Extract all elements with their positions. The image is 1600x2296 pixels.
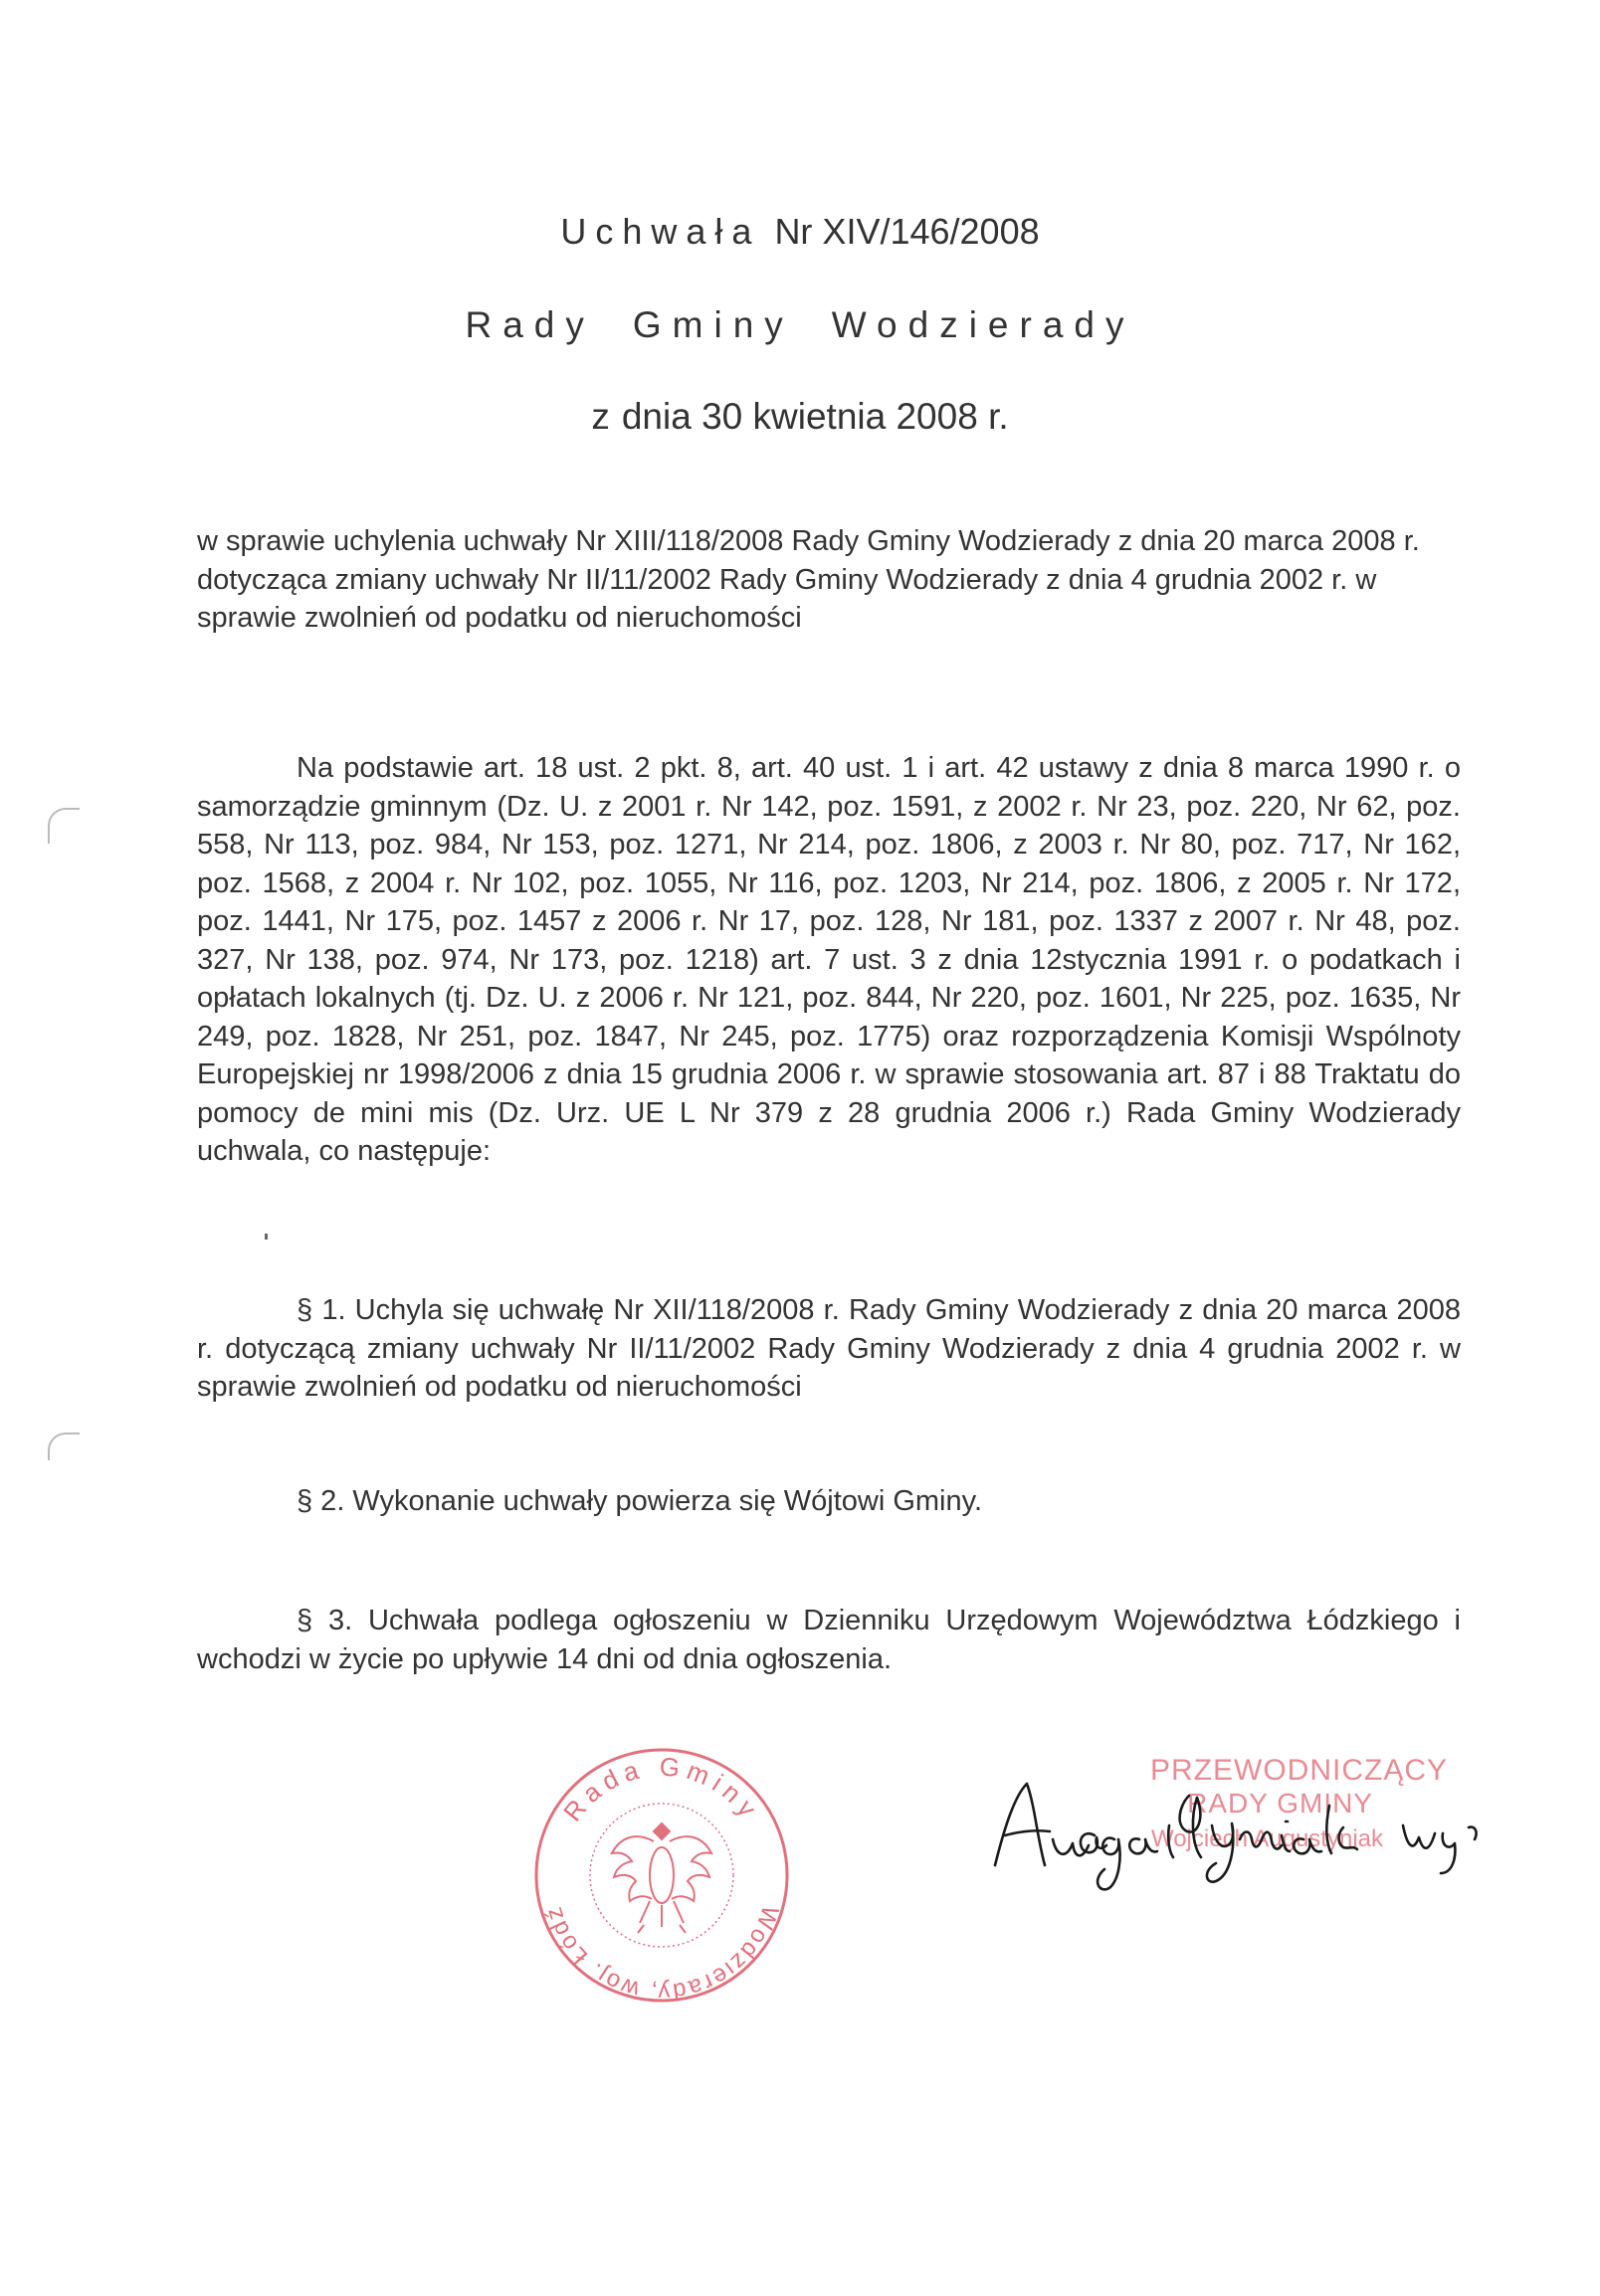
section-3-text: § 3. Uchwała podlega ogłoszeniu w Dzienniku Urzędowym Województwa Łódzkiego i wchodzi w życie po upływie 14 dni od dnia ogłoszenia. [197,1605,1461,1675]
chairman-signature-block [985,1746,1582,1925]
title-number: Nr XIV/146/2008 [774,211,1040,252]
date-prefix: z [591,396,610,437]
chairman-title: PRZEWODNICZĄCY [1150,1754,1448,1787]
date-text: dnia 30 kwietnia 2008 r. [621,396,1009,437]
council-name [0,304,1600,346]
chairman-name: Wojciech Augustyniak [1150,1825,1383,1852]
council-word-1: Rady [465,304,595,345]
resolution-date [0,396,1600,438]
legal-basis-text: Na podstawie art. 18 ust. 2 pkt. 8, art. 40 ust. 1 i art. 42 ustawy z dnia 8 marca 1990 r. o samorządzie gminnym (Dz. U. z 2001 r. Nr 142, poz. 1591, z 2002 r. Nr 23, poz. 220, Nr 62, poz. 558, Nr 113, poz. 984, Nr 153, poz. 1271, Nr 214, poz. 1806, z 2003 r. Nr 80, poz. 717, Nr 162, poz. 1568, z 2004 r. Nr 102, poz. 1055, Nr 116, poz. 1203, Nr 214, poz. 1806, z 2005 r. Nr 172, poz. 1441, Nr 175, poz. 1457 z 2006 r. Nr 17, poz. 128, Nr 181, poz. 1337 z 2007 r. Nr 48, poz. 327, Nr 138, poz. 974, Nr 173, poz. 1218) art. 7 ust. 3 z dnia 12stycznia 1991 r. o podatkach i opłatach lokalnych (tj. Dz. U. z 2006 r. Nr 121, poz. 844, Nr 220, poz. 1601, Nr 225, poz. 1635, Nr 249, poz. 1828, Nr 251, poz. 1847, Nr 245, poz. 1775) oraz rozporządzenia Komisji Wspólnoty Europejskiej nr 1998/2006 z dnia 15 grudnia 2006 r. w sprawie stosowania art. 87 i 88 Traktatu do pomocy de mini mis (Dz. Urz. UE L Nr 379 z 28 grudnia 2006 r.) Rada Gminy Wodzierady uchwala, co następuje: [197,752,1461,1167]
chairman-body: RADY GMINY [1187,1788,1373,1818]
section-3 [197,1602,1461,1678]
title-word: Uchwała [560,211,761,252]
punch-hole-mark [48,1433,80,1460]
scan-mark [265,1234,268,1240]
seal-top-text: Rada Gminy [557,1751,767,1827]
section-2 [197,1482,1461,1521]
section-1-text: § 1. Uchyla się uchwałę Nr XII/118/2008 r. Rady Gminy Wodzierady z dnia 20 marca 2008 r. dotyczącą zmiany uchwały Nr II/11/2002 Rady Gminy Wodzierady z dnia 4 grudnia 2002 r. w sprawie zwolnień od podatku od nieruchomości [197,1294,1461,1403]
council-word-3: Wodzierady [831,304,1135,345]
council-word-2: Gminy [632,304,794,345]
seal-bottom-text: Wodzierady, woj. Łódź [539,1902,784,2005]
section-1 [197,1291,1461,1407]
punch-hole-mark [48,808,80,844]
eagle-emblem-icon [612,1823,711,1933]
official-seal [532,1746,791,2005]
legal-basis-paragraph [197,749,1461,1171]
section-2-text: § 2. Wykonanie uchwały powierza się Wójtowi Gminy. [297,1485,983,1517]
resolution-title [0,211,1600,253]
handwritten-signature [975,1756,1592,1905]
resolution-subject: w sprawie uchylenia uchwały Nr XIII/118/2008 Rady Gminy Wodzierady z dnia 20 marca 2008 r. dotycząca zmiany uchwały Nr II/11/2002 Rady Gminy Wodzierady z dnia 4 grudnia 2002 r. w sprawie zwolnień od podatku od nieruchomości [197,525,1420,634]
